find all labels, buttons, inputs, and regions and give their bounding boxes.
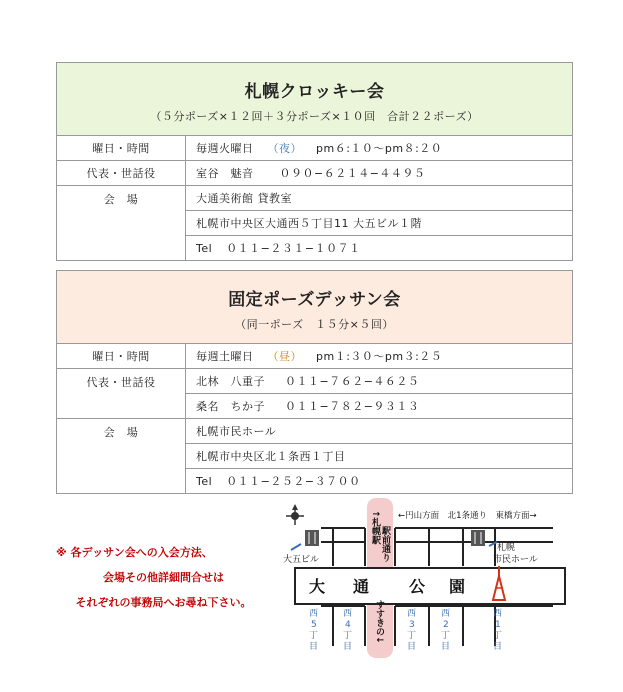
club2-venue-address: 札幌市中央区北１条西１丁目 xyxy=(186,444,573,469)
club2-datetime-time: pm１:３０〜pm３:２５ xyxy=(316,350,443,363)
street-w5-2: 5 xyxy=(311,620,317,630)
club1-datetime-time: pm６:１０〜pm８:２０ xyxy=(316,142,443,155)
station-street-label: 駅前通り xyxy=(380,526,390,562)
club1-venue-name: 大通美術館 貸教室 xyxy=(186,186,573,211)
club2-rep1-phone: ０１１−７６２−４６２５ xyxy=(285,375,420,388)
street-labels xyxy=(309,608,502,652)
street-w1-2: 1 xyxy=(495,620,501,630)
station-label: ↑札幌駅 xyxy=(370,510,380,545)
civic-hall-label-2: 市民ホール xyxy=(493,555,538,565)
inquiry-note xyxy=(56,540,271,615)
club2-header-row xyxy=(57,271,573,344)
north1-street-label: ←円山方面 北1条通り 東橋方面→ xyxy=(398,511,537,521)
club2-rep2-phone: ０１１−７８２−９３１３ xyxy=(285,400,420,413)
street-w4-2: 4 xyxy=(345,620,351,630)
street-w1-3: 丁 xyxy=(493,631,503,641)
street-w4-3: 丁 xyxy=(343,631,353,641)
club2-venue-name: 札幌市民ホール xyxy=(186,419,573,444)
club1-rep-value xyxy=(186,161,573,186)
club2-venue-row xyxy=(57,419,573,444)
club2-datetime-value xyxy=(186,344,573,369)
street-w3-4: 目 xyxy=(407,642,417,652)
street-w5-1: 西 xyxy=(309,609,319,619)
club1-header-row xyxy=(57,63,573,136)
club1-datetime-day: 毎週火曜日 xyxy=(196,142,254,155)
daigo-building-icon xyxy=(305,530,319,546)
susukino-label: すすきの↓ xyxy=(374,600,384,644)
civic-hall-icon xyxy=(471,530,485,546)
club1-venue-row xyxy=(57,186,573,211)
club2-datetime-tag: （昼） xyxy=(267,350,302,363)
club2-venue-tel-cell xyxy=(186,469,573,494)
park-char-4: 園 xyxy=(449,577,466,596)
street-w4-1: 西 xyxy=(343,609,353,619)
street-w1-1: 西 xyxy=(493,609,503,619)
note-line-3: それぞれの事務局へお尋ね下さい。 xyxy=(75,596,252,609)
club1-rep-name: 室谷 魅音 xyxy=(196,167,254,180)
club1-datetime-tag: （夜） xyxy=(267,142,302,155)
club2-venue-label: 会 場 xyxy=(57,419,186,494)
note-line-1: ※ 各デッサン会への入会方法、 xyxy=(56,546,213,559)
club2-rep-row-1 xyxy=(57,369,573,394)
street-w2-1: 西 xyxy=(441,609,451,619)
club2-title: 固定ポーズデッサン会 xyxy=(228,289,401,310)
street-w2-3: 丁 xyxy=(441,631,451,641)
club2-datetime-row xyxy=(57,344,573,369)
club1-datetime-value xyxy=(186,136,573,161)
street-w4-4: 目 xyxy=(343,642,353,652)
street-w1-4: 目 xyxy=(493,642,503,652)
street-w5-4: 目 xyxy=(309,642,319,652)
street-w3-3: 丁 xyxy=(407,631,417,641)
club2-rep-label: 代表・世話役 xyxy=(57,369,186,419)
club1-venue-tel: ０１１−２３１−１０７１ xyxy=(226,242,361,255)
park-char-1: 大 xyxy=(309,577,326,596)
club1-tel-label: Tel xyxy=(196,242,213,255)
club2-rep2-value xyxy=(186,394,573,419)
club2-datetime-day: 毎週土曜日 xyxy=(196,350,254,363)
fixed-pose-club-table xyxy=(56,270,573,494)
club2-rep2-name: 桑名 ちか子 xyxy=(196,400,265,413)
daigo-building-label: 大五ビル xyxy=(283,555,320,565)
street-w3-1: 西 xyxy=(407,609,417,619)
club2-header xyxy=(57,271,573,344)
club2-rep1-name: 北林 八重子 xyxy=(196,375,265,388)
club1-rep-row xyxy=(57,161,573,186)
club1-venue-tel-cell xyxy=(186,236,573,261)
club2-venue-tel: ０１１−２５２−３７００ xyxy=(226,475,361,488)
club2-tel-label: Tel xyxy=(196,475,213,488)
club1-subtitle: （５分ポーズ×１２回＋３分ポーズ×１０回 合計２２ポーズ） xyxy=(150,109,479,123)
club1-venue-label: 会 場 xyxy=(57,186,186,261)
club1-datetime-label: 曜日・時間 xyxy=(57,136,186,161)
street-w3-2: 3 xyxy=(409,620,415,630)
park-char-2: 通 xyxy=(353,577,370,596)
club1-datetime-row xyxy=(57,136,573,161)
civic-hall-label-1: 札幌 xyxy=(497,543,516,553)
club1-venue-address: 札幌市中央区大通西５丁目11 大五ビル１階 xyxy=(186,211,573,236)
club2-rep1-value xyxy=(186,369,573,394)
club1-title: 札幌クロッキー会 xyxy=(244,81,385,102)
street-w5-3: 丁 xyxy=(309,631,319,641)
park-char-3: 公 xyxy=(409,577,426,596)
club2-subtitle: （同一ポーズ １５分×５回） xyxy=(235,317,394,331)
note-line-2: 会場その他詳細問合せは xyxy=(103,571,224,584)
club1-rep-phone: ０９０−６２１４−４４９５ xyxy=(279,167,426,180)
street-w2-2: 2 xyxy=(443,620,449,630)
compass-icon xyxy=(286,504,304,525)
club1-header xyxy=(57,63,573,136)
venue-map xyxy=(281,496,573,662)
street-w2-4: 目 xyxy=(441,642,451,652)
odori-park-block xyxy=(295,568,565,604)
club2-datetime-label: 曜日・時間 xyxy=(57,344,186,369)
croquis-club-table xyxy=(56,62,573,261)
daigo-arrow-icon xyxy=(291,544,301,550)
club1-rep-label: 代表・世話役 xyxy=(57,161,186,186)
